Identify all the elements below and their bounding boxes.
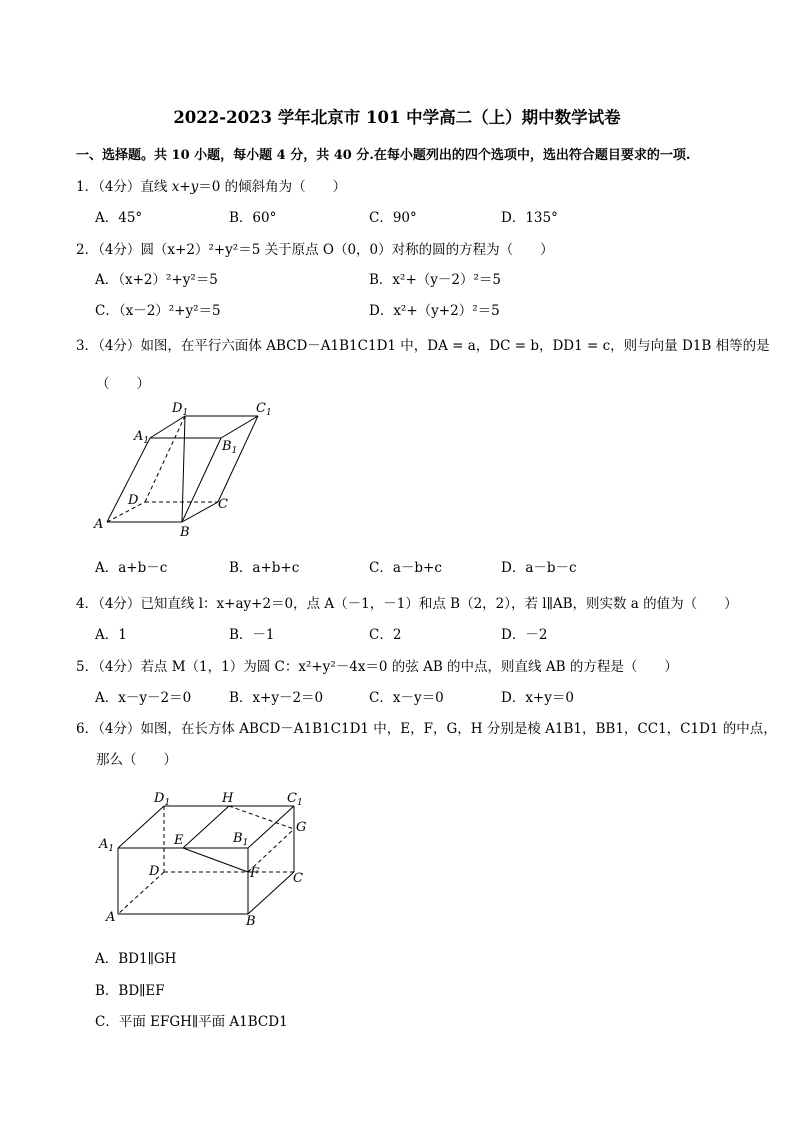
q2-option-d[interactable]: D．x²+（y+2）²＝5 xyxy=(369,303,500,319)
label-d1: $D_1$ xyxy=(172,401,189,418)
label-d: D xyxy=(149,864,160,879)
label-a1: $A_1$ xyxy=(134,429,150,446)
label-g: G xyxy=(296,820,307,835)
label-b1: $B_1$ xyxy=(222,439,238,456)
question-score: （4分） xyxy=(98,338,141,354)
question-number: 3． xyxy=(76,338,99,354)
question-6 xyxy=(76,717,777,737)
question-score: （4分） xyxy=(98,179,141,195)
question-2 xyxy=(76,238,756,258)
question-text: 如图，在长方体 ABCD－A1B1C1D1 中，E，F，G，H 分别是棱 A1B1，BB1，CC1，C1D1 的中点， xyxy=(140,721,777,737)
question-text: 已知直线 l：x+ay+2＝0，点 A（－1，－1）和点 B（2，2），若 l∥AB，则实数 a 的值为（ ） xyxy=(140,596,738,612)
q1-option-a[interactable]: A．45° xyxy=(95,210,143,226)
question-number: 6． xyxy=(76,721,99,737)
question-number: 2． xyxy=(76,242,99,258)
section-heading: 一、选择题。共 10 小题，每小题 4 分，共 40 分.在每小题列出的四个选项中，选出符合题目要求的一项. xyxy=(76,148,691,163)
question-3-paren: （ ） xyxy=(96,376,150,392)
q6-option-a[interactable]: A．BD1∥GH xyxy=(95,951,177,967)
label-b: B xyxy=(180,525,190,540)
question-score: （4分） xyxy=(98,242,141,258)
label-a: A xyxy=(94,517,104,532)
q3-option-d[interactable]: D．a－b－c xyxy=(501,560,577,576)
label-b: B xyxy=(246,914,256,928)
label-f: F xyxy=(250,866,260,881)
question-number: 5． xyxy=(76,659,99,675)
question-text: 直线 xyxy=(140,179,172,195)
q6-option-b[interactable]: B．BD∥EF xyxy=(95,983,165,999)
question-score: （4分） xyxy=(98,596,141,612)
question-4 xyxy=(76,592,756,612)
question-1 xyxy=(76,175,756,195)
question-score: （4分） xyxy=(98,721,141,737)
label-h: H xyxy=(222,791,234,806)
question-text: 圆（x+2）²+y²＝5 关于原点 O（0，0）对称的圆的方程为（ ） xyxy=(140,242,554,258)
q3-option-a[interactable]: A．a+b－c xyxy=(95,560,168,576)
label-c1: $C_1$ xyxy=(256,401,272,418)
q3-option-b[interactable]: B．a+b+c xyxy=(229,560,300,576)
question-3 xyxy=(76,334,770,354)
q4-option-d[interactable]: D．－2 xyxy=(501,627,548,643)
label-d: D xyxy=(128,493,139,508)
label-d1: $D_1$ xyxy=(154,791,171,808)
q6-option-c[interactable]: C．平面 EFGH∥平面 A1BCD1 xyxy=(95,1014,288,1030)
q1-option-c[interactable]: C．90° xyxy=(369,210,417,226)
q5-option-a[interactable]: A．x－y－2＝0 xyxy=(95,690,192,706)
q1-option-d[interactable]: D．135° xyxy=(501,210,558,226)
q3-option-c[interactable]: C．a－b+c xyxy=(369,560,442,576)
cuboid-figure xyxy=(96,786,326,928)
q1-option-b[interactable]: B．60° xyxy=(229,210,277,226)
q5-option-c[interactable]: C．x－y＝0 xyxy=(369,690,444,706)
q2-option-a[interactable]: A．（x+2）²+y²＝5 xyxy=(95,272,218,288)
q2-option-c[interactable]: C．（x－2）²+y²＝5 xyxy=(95,303,221,319)
q2-option-b[interactable]: B．x²+（y－2）²＝5 xyxy=(369,272,501,288)
question-text: 如图，在平行六面体 ABCD－A1B1C1D1 中，DA = a，DC = b，DD1 = c，则与向量 D1B 相等的是 xyxy=(140,338,770,354)
question-number: 4． xyxy=(76,596,99,612)
q4-option-b[interactable]: B．－1 xyxy=(229,627,275,643)
q5-option-d[interactable]: D．x+y＝0 xyxy=(501,690,574,706)
parallelepiped-figure xyxy=(90,398,290,540)
q5-option-b[interactable]: B．x+y－2＝0 xyxy=(229,690,324,706)
label-c: C xyxy=(293,871,303,886)
label-e: E xyxy=(174,833,184,848)
label-a1: $A_1$ xyxy=(99,837,115,854)
q4-option-a[interactable]: A．1 xyxy=(95,627,127,643)
question-score: （4分） xyxy=(98,659,141,675)
question-number: 1． xyxy=(76,179,99,195)
question-6-line2: 那么（ ） xyxy=(96,752,177,768)
question-5 xyxy=(76,655,756,675)
question-text: 若点 M（1，1）为圆 C：x²+y²－4x＝0 的弦 AB 的中点，则直线 AB 的方程是（ ） xyxy=(140,659,678,675)
label-b1: $B_1$ xyxy=(233,831,249,848)
exam-title: 2022-2023 学年北京市 101 中学高二（上）期中数学试卷 xyxy=(173,108,621,127)
question-text: ＝0 的倾斜角为（ ） xyxy=(198,179,347,195)
label-c: C xyxy=(218,497,228,512)
label-a: A xyxy=(106,910,116,925)
q4-option-c[interactable]: C．2 xyxy=(369,627,402,643)
question-expression: x+y xyxy=(171,179,199,195)
label-c1: $C_1$ xyxy=(287,791,303,808)
